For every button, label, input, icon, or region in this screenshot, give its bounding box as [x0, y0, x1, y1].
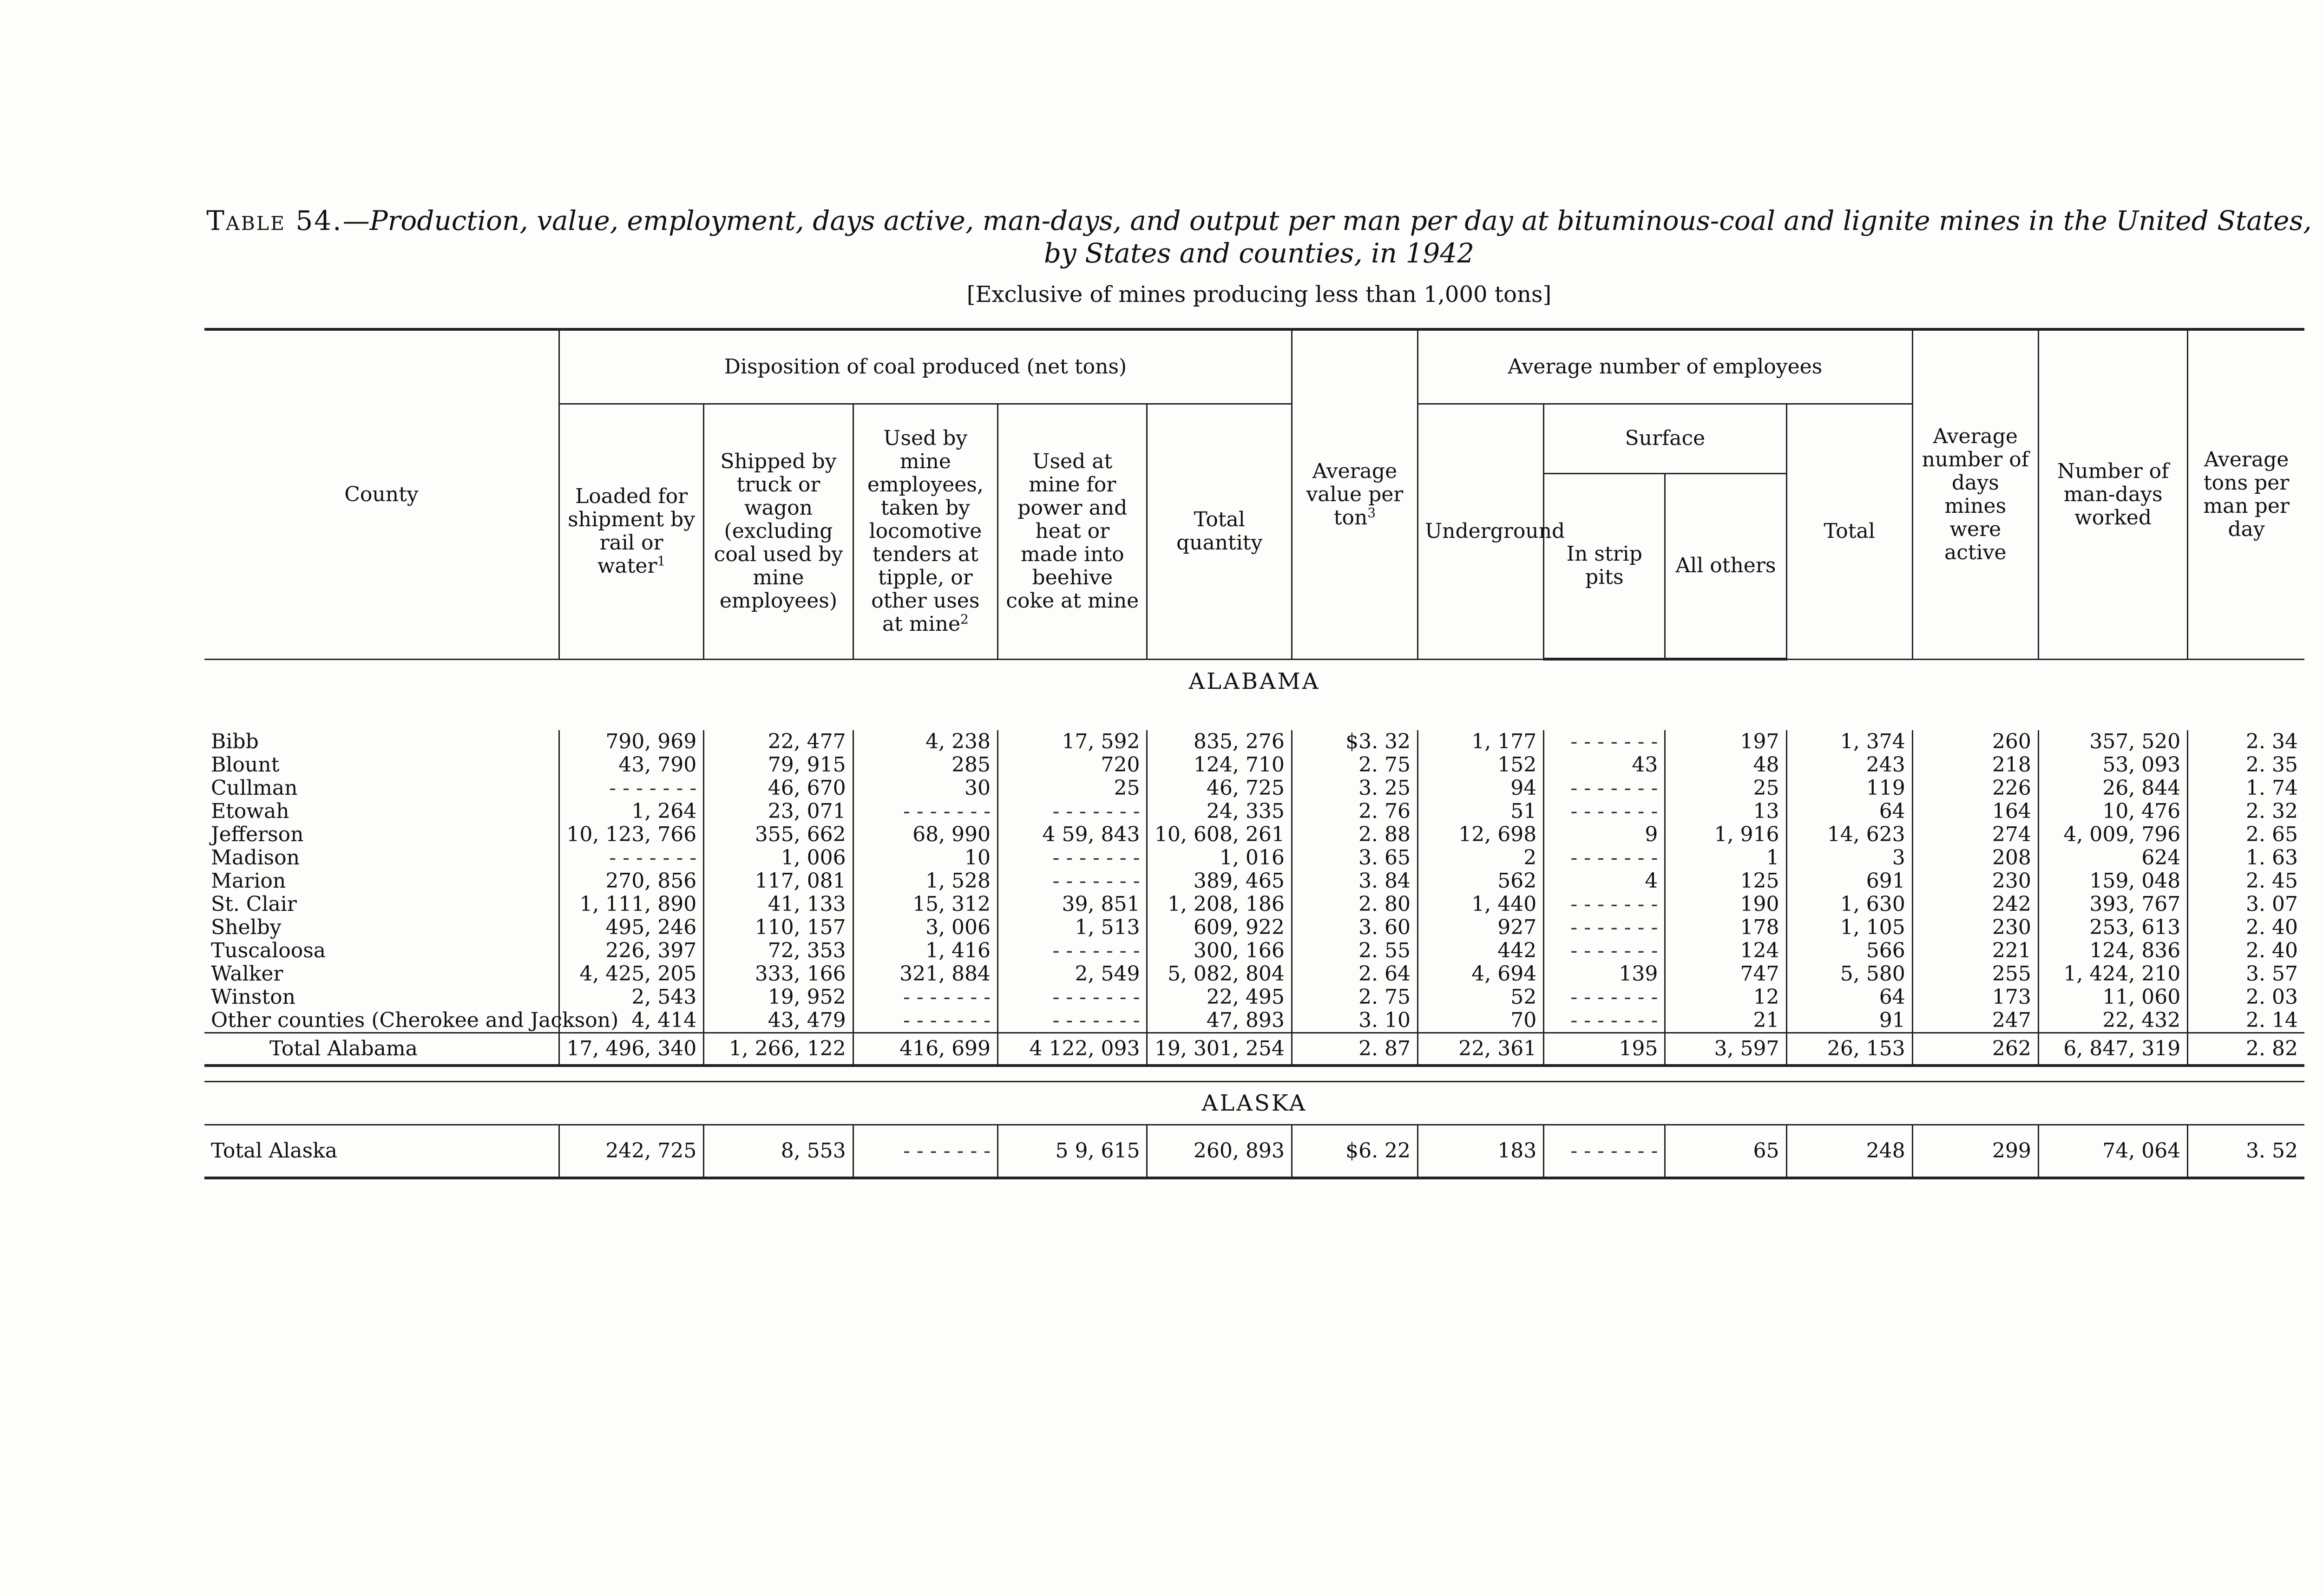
- cell-avg-value: $6. 22: [1292, 1125, 1417, 1178]
- cell-loaded: 790, 969: [559, 730, 703, 753]
- cell-tons-day: 2. 40: [2188, 916, 2304, 939]
- cell-tons-day: 3. 52: [2188, 1125, 2304, 1178]
- cell-county: Etowah: [211, 799, 289, 823]
- cell-days: 221: [1912, 939, 2038, 962]
- cell-days: 230: [1912, 916, 2038, 939]
- table-subnote: [Exclusive of mines producing less than 1,000 tons]: [966, 281, 1552, 307]
- cell-loaded: - - - - - - -: [559, 777, 703, 800]
- cell-used-emp: 15, 312: [853, 893, 997, 916]
- table-row: [204, 962, 2304, 986]
- cell-used-emp: 1, 528: [853, 870, 997, 893]
- cell-shipped: 19, 952: [704, 986, 853, 1009]
- cell-loaded: 242, 725: [559, 1125, 703, 1178]
- cell-shipped: 333, 166: [704, 962, 853, 986]
- header-underground: Underground: [1418, 404, 1544, 659]
- cell-others: 21: [1665, 1009, 1786, 1033]
- cell-used-emp: 10: [853, 846, 997, 870]
- cell-used-power: 1, 513: [998, 916, 1147, 939]
- cell-man-days: 4, 009, 796: [2038, 823, 2187, 846]
- cell-others: 1: [1665, 846, 1786, 870]
- cell-strip: 4: [1544, 870, 1665, 893]
- cell-man-days: 253, 613: [2038, 916, 2187, 939]
- cell-total-emp: 691: [1786, 870, 1912, 893]
- cell-shipped: 1, 266, 122: [704, 1033, 853, 1066]
- cell-avg-value: 3. 25: [1292, 777, 1417, 800]
- cell-underground: 70: [1418, 1009, 1544, 1033]
- cell-loaded: 17, 496, 340: [559, 1033, 703, 1066]
- state-name-alaska: ALASKA: [204, 1082, 2304, 1125]
- cell-man-days: 6, 847, 319: [2038, 1033, 2187, 1066]
- cell-used-power: 4 59, 843: [998, 823, 1147, 846]
- cell-underground: 4, 694: [1418, 962, 1544, 986]
- cell-days: 208: [1912, 846, 2038, 870]
- cell-others: 65: [1665, 1125, 1786, 1178]
- cell-tons-day: 2. 65: [2188, 823, 2304, 846]
- header-man-days: Number of man-days worked: [2038, 329, 2187, 659]
- cell-used-emp: 4, 238: [853, 730, 997, 753]
- cell-tons-day: 3. 57: [2188, 962, 2304, 986]
- cell-man-days: 53, 093: [2038, 753, 2187, 777]
- cell-strip: 139: [1544, 962, 1665, 986]
- header-county: County: [204, 329, 559, 659]
- cell-avg-value: $3. 32: [1292, 730, 1417, 753]
- cell-total-qty: 22, 495: [1147, 986, 1292, 1009]
- header-shipped: Shipped by truck or wagon (excluding coal used by mine employees): [704, 404, 853, 659]
- cell-shipped: 23, 071: [704, 800, 853, 823]
- cell-underground: 2: [1418, 846, 1544, 870]
- cell-county: Marion: [211, 869, 286, 893]
- cell-underground: 94: [1418, 777, 1544, 800]
- cell-others: 48: [1665, 753, 1786, 777]
- header-employees: Average number of employees: [1418, 329, 1913, 404]
- cell-shipped: 22, 477: [704, 730, 853, 753]
- cell-shipped: 79, 915: [704, 753, 853, 777]
- cell-others: 3, 597: [1665, 1033, 1786, 1066]
- cell-strip: - - - - - - -: [1544, 986, 1665, 1009]
- cell-total-qty: 1, 016: [1147, 846, 1292, 870]
- table-header: [204, 329, 2304, 659]
- cell-avg-value: 2. 64: [1292, 962, 1417, 986]
- cell-loaded: 1, 264: [559, 800, 703, 823]
- cell-loaded: 4, 414: [559, 1009, 703, 1033]
- cell-shipped: 43, 479: [704, 1009, 853, 1033]
- cell-total-emp: 566: [1786, 939, 1912, 962]
- cell-tons-day: 2. 40: [2188, 939, 2304, 962]
- cell-days: 247: [1912, 1009, 2038, 1033]
- cell-others: 178: [1665, 916, 1786, 939]
- cell-tons-day: 1. 63: [2188, 846, 2304, 870]
- cell-used-power: - - - - - - -: [998, 846, 1147, 870]
- table-row: [204, 870, 2304, 893]
- cell-shipped: 41, 133: [704, 893, 853, 916]
- cell-loaded: 10, 123, 766: [559, 823, 703, 846]
- table-row: [204, 800, 2304, 823]
- cell-avg-value: 2. 87: [1292, 1033, 1417, 1066]
- cell-tons-day: 3. 07: [2188, 893, 2304, 916]
- cell-total-qty: 24, 335: [1147, 800, 1292, 823]
- cell-used-emp: 1, 416: [853, 939, 997, 962]
- table-caption: [204, 204, 2314, 269]
- cell-strip: - - - - - - -: [1544, 730, 1665, 753]
- table-body: [204, 659, 2304, 1178]
- cell-used-power: 25: [998, 777, 1147, 800]
- header-disposition: Disposition of coal produced (net tons): [559, 329, 1292, 404]
- cell-county: St. Clair: [211, 892, 297, 916]
- table-row: [204, 846, 2304, 870]
- cell-tons-day: 2. 32: [2188, 800, 2304, 823]
- cell-days: 226: [1912, 777, 2038, 800]
- cell-total-qty: 300, 166: [1147, 939, 1292, 962]
- section-heading: [204, 1082, 2304, 1125]
- header-all-others: All others: [1665, 473, 1786, 659]
- cell-used-emp: 321, 884: [853, 962, 997, 986]
- cell-total-emp: 14, 623: [1786, 823, 1912, 846]
- cell-avg-value: 3. 65: [1292, 846, 1417, 870]
- table-row: [204, 986, 2304, 1009]
- cell-underground: 442: [1418, 939, 1544, 962]
- cell-strip: 9: [1544, 823, 1665, 846]
- cell-man-days: 159, 048: [2038, 870, 2187, 893]
- cell-days: 164: [1912, 800, 2038, 823]
- cell-underground: 927: [1418, 916, 1544, 939]
- cell-man-days: 357, 520: [2038, 730, 2187, 753]
- cell-total-emp: 3: [1786, 846, 1912, 870]
- cell-avg-value: 3. 84: [1292, 870, 1417, 893]
- header-used-power: Used at mine for power and heat or made into beehive coke at mine: [998, 404, 1147, 659]
- cell-used-power: 5 9, 615: [998, 1125, 1147, 1178]
- state-name-alabama: ALABAMA: [1188, 668, 1320, 694]
- cell-county: Walker: [211, 962, 283, 986]
- cell-others: 12: [1665, 986, 1786, 1009]
- cell-used-emp: 68, 990: [853, 823, 997, 846]
- cell-county: Blount: [211, 753, 280, 777]
- cell-others: 124: [1665, 939, 1786, 962]
- table-row: [204, 777, 2304, 800]
- cell-others: 190: [1665, 893, 1786, 916]
- cell-others: 125: [1665, 870, 1786, 893]
- cell-total-emp: 26, 153: [1786, 1033, 1912, 1066]
- cell-used-emp: 416, 699: [853, 1033, 997, 1066]
- cell-strip: - - - - - - -: [1544, 916, 1665, 939]
- cell-days: 255: [1912, 962, 2038, 986]
- cell-total-qty: 260, 893: [1147, 1125, 1292, 1178]
- cell-shipped: 110, 157: [704, 916, 853, 939]
- cell-total-qty: 1, 208, 186: [1147, 893, 1292, 916]
- cell-man-days: 393, 767: [2038, 893, 2187, 916]
- cell-total-emp: 248: [1786, 1125, 1912, 1178]
- cell-loaded: 270, 856: [559, 870, 703, 893]
- cell-loaded: 43, 790: [559, 753, 703, 777]
- cell-strip: 43: [1544, 753, 1665, 777]
- table-title: —Production, value, employment, days active, man-days, and output per man per day at bituminous-coal and lignite mines in the United States, by States and counties, in 1942: [342, 205, 2312, 269]
- cell-avg-value: 2. 76: [1292, 800, 1417, 823]
- cell-man-days: 124, 836: [2038, 939, 2187, 962]
- cell-total-qty: 835, 276: [1147, 730, 1292, 753]
- cell-shipped: 355, 662: [704, 823, 853, 846]
- cell-used-power: - - - - - - -: [998, 986, 1147, 1009]
- cell-used-power: - - - - - - -: [998, 1009, 1147, 1033]
- cell-tons-day: 2. 34: [2188, 730, 2304, 753]
- cell-strip: - - - - - - -: [1544, 1125, 1665, 1178]
- cell-underground: 51: [1418, 800, 1544, 823]
- cell-underground: 52: [1418, 986, 1544, 1009]
- cell-underground: 562: [1418, 870, 1544, 893]
- cell-days: 218: [1912, 753, 2038, 777]
- cell-others: 25: [1665, 777, 1786, 800]
- cell-man-days: 10, 476: [2038, 800, 2187, 823]
- table-row: [204, 1009, 2304, 1033]
- cell-man-days: 22, 432: [2038, 1009, 2187, 1033]
- cell-total-emp: 1, 374: [1786, 730, 1912, 753]
- header-avg-value: Average value per ton$^3$: [1292, 329, 1417, 659]
- cell-underground: 1, 177: [1418, 730, 1544, 753]
- cell-avg-value: 2. 55: [1292, 939, 1417, 962]
- cell-avg-value: 3. 60: [1292, 916, 1417, 939]
- header-surface: Surface: [1544, 404, 1786, 473]
- header-loaded: Loaded for shipment by rail or water$^1$: [559, 404, 703, 659]
- cell-avg-value: 2. 88: [1292, 823, 1417, 846]
- cell-total-qty: 46, 725: [1147, 777, 1292, 800]
- cell-avg-value: 2. 75: [1292, 986, 1417, 1009]
- cell-total-qty: 47, 893: [1147, 1009, 1292, 1033]
- cell-county: Winston: [211, 985, 295, 1009]
- coal-table: [204, 328, 2304, 1179]
- cell-total-emp: 243: [1786, 753, 1912, 777]
- cell-total-emp: 119: [1786, 777, 1912, 800]
- cell-total-emp: 64: [1786, 986, 1912, 1009]
- cell-underground: 22, 361: [1418, 1033, 1544, 1066]
- cell-used-power: 720: [998, 753, 1147, 777]
- cell-days: 274: [1912, 823, 2038, 846]
- table-row: [204, 730, 2304, 753]
- cell-shipped: 72, 353: [704, 939, 853, 962]
- cell-used-emp: 30: [853, 777, 997, 800]
- cell-used-power: 4 122, 093: [998, 1033, 1147, 1066]
- section-heading: [204, 659, 2304, 702]
- cell-used-power: 2, 549: [998, 962, 1147, 986]
- cell-tons-day: 2. 45: [2188, 870, 2304, 893]
- cell-others: 13: [1665, 800, 1786, 823]
- cell-strip: - - - - - - -: [1544, 939, 1665, 962]
- cell-total-emp: 64: [1786, 800, 1912, 823]
- cell-man-days: 74, 064: [2038, 1125, 2187, 1178]
- cell-used-power: - - - - - - -: [998, 800, 1147, 823]
- cell-used-emp: - - - - - - -: [853, 800, 997, 823]
- cell-strip: 195: [1544, 1033, 1665, 1066]
- cell-underground: 183: [1418, 1125, 1544, 1178]
- cell-days: 299: [1912, 1125, 2038, 1178]
- table-label: Table 54.: [206, 205, 343, 236]
- table-row: [204, 939, 2304, 962]
- spacer-row: [204, 702, 2304, 730]
- cell-days: 260: [1912, 730, 2038, 753]
- cell-tons-day: 2. 14: [2188, 1009, 2304, 1033]
- header-emp-total: Total: [1786, 404, 1912, 659]
- cell-shipped: 117, 081: [704, 870, 853, 893]
- cell-total-qty: 609, 922: [1147, 916, 1292, 939]
- cell-avg-value: 3. 10: [1292, 1009, 1417, 1033]
- cell-used-power: 17, 592: [998, 730, 1147, 753]
- cell-total-qty: 124, 710: [1147, 753, 1292, 777]
- cell-strip: - - - - - - -: [1544, 893, 1665, 916]
- cell-days: 242: [1912, 893, 2038, 916]
- cell-avg-value: 2. 75: [1292, 753, 1417, 777]
- header-strip-pits: In strip pits: [1544, 473, 1665, 659]
- total-row-alaska: [204, 1125, 2304, 1178]
- cell-man-days: 1, 424, 210: [2038, 962, 2187, 986]
- cell-avg-value: 2. 80: [1292, 893, 1417, 916]
- cell-tons-day: 1. 74: [2188, 777, 2304, 800]
- cell-used-emp: 285: [853, 753, 997, 777]
- spacer-row: [204, 1066, 2304, 1082]
- table-row: [204, 823, 2304, 846]
- cell-used-emp: 3, 006: [853, 916, 997, 939]
- cell-total-qty: 19, 301, 254: [1147, 1033, 1292, 1066]
- cell-underground: 12, 698: [1418, 823, 1544, 846]
- header-avg-tons: Average tons per man per day: [2188, 329, 2304, 659]
- table-row: [204, 916, 2304, 939]
- cell-used-emp: - - - - - - -: [853, 1125, 997, 1178]
- cell-shipped: 46, 670: [704, 777, 853, 800]
- cell-county: Bibb: [211, 730, 259, 753]
- cell-county: Jefferson: [211, 823, 304, 846]
- cell-strip: - - - - - - -: [1544, 846, 1665, 870]
- cell-strip: - - - - - - -: [1544, 1009, 1665, 1033]
- cell-county: Shelby: [211, 916, 282, 939]
- cell-others: 747: [1665, 962, 1786, 986]
- cell-loaded: 495, 246: [559, 916, 703, 939]
- cell-days: 230: [1912, 870, 2038, 893]
- cell-loaded: 1, 111, 890: [559, 893, 703, 916]
- table-row: [204, 753, 2304, 777]
- cell-others: 1, 916: [1665, 823, 1786, 846]
- cell-loaded: 226, 397: [559, 939, 703, 962]
- cell-tons-day: 2. 82: [2188, 1033, 2304, 1066]
- cell-used-power: - - - - - - -: [998, 870, 1147, 893]
- cell-days: 173: [1912, 986, 2038, 1009]
- cell-total-emp: 5, 580: [1786, 962, 1912, 986]
- cell-used-emp: - - - - - - -: [853, 1009, 997, 1033]
- cell-used-power: 39, 851: [998, 893, 1147, 916]
- cell-county: Total Alabama: [204, 1033, 559, 1066]
- cell-total-qty: 389, 465: [1147, 870, 1292, 893]
- cell-total-qty: 5, 082, 804: [1147, 962, 1292, 986]
- cell-loaded: 2, 543: [559, 986, 703, 1009]
- cell-county: Madison: [211, 846, 300, 870]
- cell-county: Cullman: [211, 776, 298, 800]
- cell-used-power: - - - - - - -: [998, 939, 1147, 962]
- cell-loaded: - - - - - - -: [559, 846, 703, 870]
- cell-county: Tuscaloosa: [211, 939, 326, 962]
- header-used-employees: Used by mine employees, taken by locomotive tenders at tipple, or other uses at mine$^2$: [853, 404, 997, 659]
- cell-shipped: 8, 553: [704, 1125, 853, 1178]
- cell-man-days: 11, 060: [2038, 986, 2187, 1009]
- cell-used-emp: - - - - - - -: [853, 986, 997, 1009]
- cell-total-emp: 91: [1786, 1009, 1912, 1033]
- header-avg-days: Average number of days mines were active: [1912, 329, 2038, 659]
- cell-loaded: 4, 425, 205: [559, 962, 703, 986]
- cell-underground: 1, 440: [1418, 893, 1544, 916]
- cell-man-days: 26, 844: [2038, 777, 2187, 800]
- cell-others: 197: [1665, 730, 1786, 753]
- cell-shipped: 1, 006: [704, 846, 853, 870]
- cell-county: Total Alaska: [204, 1125, 559, 1178]
- cell-strip: - - - - - - -: [1544, 777, 1665, 800]
- cell-days: 262: [1912, 1033, 2038, 1066]
- cell-underground: 152: [1418, 753, 1544, 777]
- cell-strip: - - - - - - -: [1544, 800, 1665, 823]
- cell-total-emp: 1, 630: [1786, 893, 1912, 916]
- total-row-alabama: [204, 1033, 2304, 1066]
- header-total-quantity: Total quantity: [1147, 404, 1292, 659]
- cell-tons-day: 2. 35: [2188, 753, 2304, 777]
- cell-total-qty: 10, 608, 261: [1147, 823, 1292, 846]
- cell-tons-day: 2. 03: [2188, 986, 2304, 1009]
- cell-county: Other counties (Cherokee and Jackson): [211, 1008, 619, 1032]
- cell-man-days: 624: [2038, 846, 2187, 870]
- table-row: [204, 893, 2304, 916]
- cell-total-emp: 1, 105: [1786, 916, 1912, 939]
